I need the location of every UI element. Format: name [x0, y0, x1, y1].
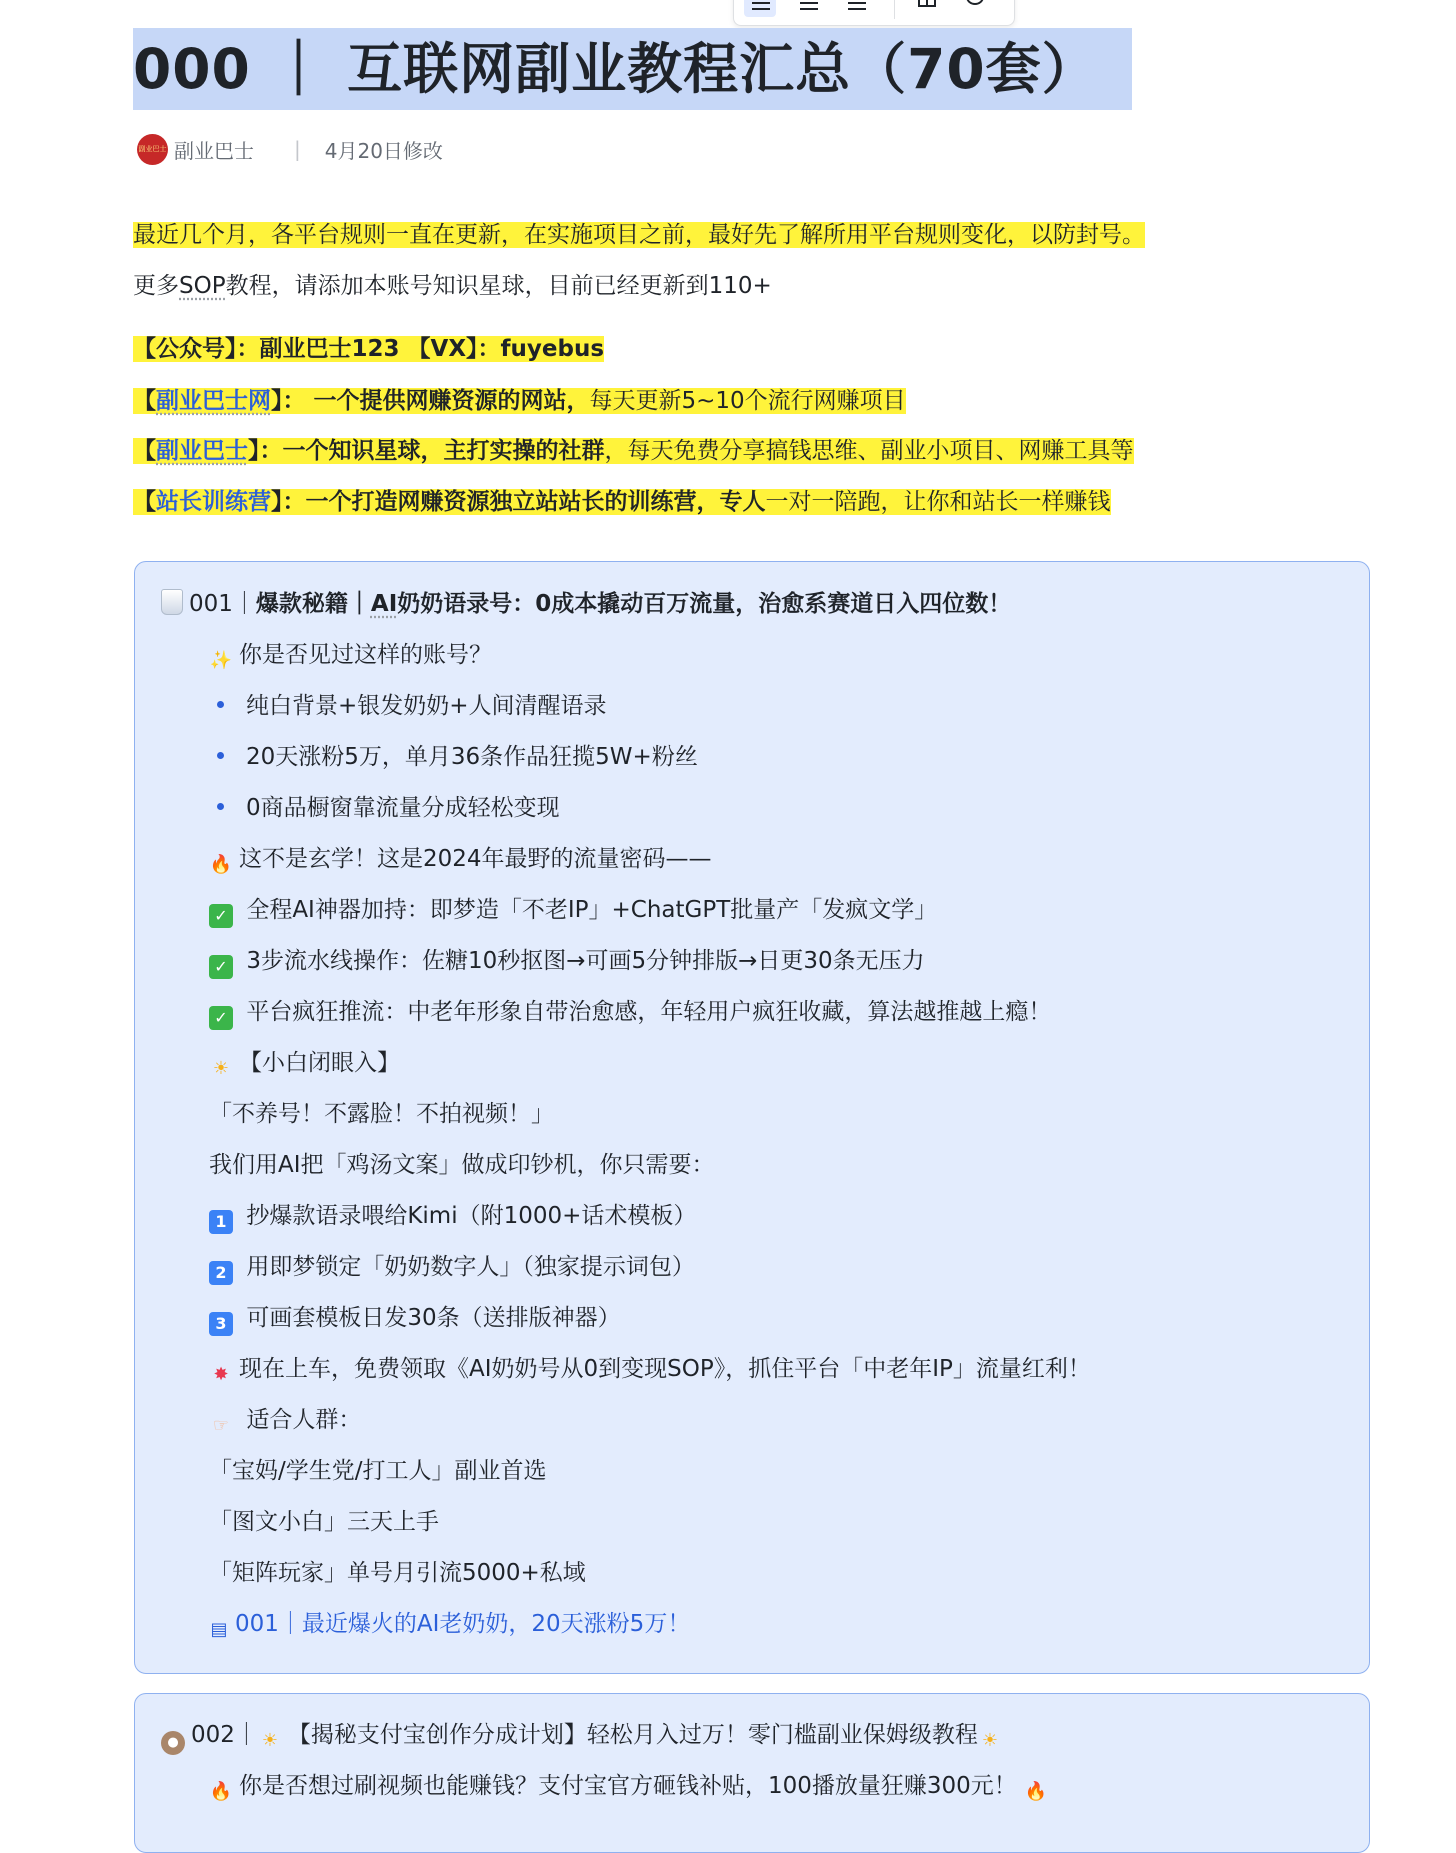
check-line: ✓ 全程AI神器加持：即梦造「不老IP」+ChatGPT批量产「发疯文学」 — [209, 893, 937, 928]
planet-link[interactable]: 副业巴士 — [156, 438, 248, 464]
check-icon: ✓ — [209, 955, 233, 979]
avatar[interactable]: 副业巴士 — [137, 134, 168, 165]
doc-link[interactable]: ▤ 001｜最近爆火的AI老奶奶，20天涨粉5万！ — [210, 1611, 691, 1640]
text-line: 「矩阵玩家」单号月引流5000+私域 — [209, 1560, 586, 1586]
toolbar-divider — [894, 0, 895, 19]
list-item: 20天涨粉5万，单月36条作品狂揽5W+粉丝 — [209, 740, 698, 774]
page-title: 000 ｜ 互联网副业教程汇总（70套） — [133, 28, 1132, 110]
contact-line: 【公众号】：副业巴士123 【VX】：fuyebus — [133, 336, 605, 362]
notice-line: 最近几个月，各平台规则一直在更新，在实施项目之前，最好先了解所用平台规则变化，以防封号。 — [133, 222, 1145, 248]
layout-icon[interactable] — [918, 0, 936, 7]
step-line: 3 可画套模板日发30条（送排版神器） — [209, 1301, 621, 1336]
site-link[interactable]: 副业巴士网 — [156, 388, 271, 414]
fire-icon: 🔥 — [209, 1781, 233, 1802]
list-item: 0商品橱窗靠流量分成轻松变现 — [209, 791, 560, 825]
number-2-icon: 2 — [209, 1261, 233, 1285]
floating-toolbar — [733, 0, 1015, 26]
check-line: ✓ 平台疯狂推流：中老年形象自带治愈感，年轻用户疯狂收藏，算法越推越上瘾！ — [209, 995, 1051, 1030]
modified-time: 4月20日修改 — [324, 138, 443, 163]
align-center-icon[interactable] — [792, 0, 824, 17]
fire-line: 🔥 这不是玄学！这是2024年最野的流量密码—— — [209, 846, 712, 875]
collision-icon: ✸ — [213, 1364, 229, 1385]
bullet-icon — [217, 803, 224, 810]
boom-line: ✸ 现在上车，免费领取《AI奶奶号从0到变现SOP》，抓住平台「中老年IP」流量红利！ — [209, 1352, 1091, 1387]
comment-icon[interactable] — [966, 0, 984, 5]
fire-icon: 🔥 — [209, 854, 233, 875]
number-3-icon: 3 — [209, 1312, 233, 1336]
camp-line: 【站长训练营】：一个打造网赚资源独立站站长的训练营，专人一对一陪跑，让你和站长一样赚钱 — [133, 489, 1111, 515]
check-icon: ✓ — [209, 1006, 233, 1030]
sun-line: ☀ 【小白闭眼入】 — [209, 1046, 400, 1081]
check-icon: ✓ — [209, 904, 233, 928]
align-left-icon[interactable] — [744, 0, 776, 17]
milk-cup-icon — [161, 589, 183, 615]
pointing-hand-icon: ☞ — [212, 1415, 230, 1436]
fire-icon: 🔥 — [1024, 1781, 1048, 1802]
camp-link[interactable]: 站长训练营 — [156, 489, 271, 515]
fire-line: 🔥 你是否想过刷视频也能赚钱？支付宝官方砸钱补贴，100播放量狂赚300元！ 🔥 — [209, 1773, 1048, 1802]
document-icon: ▤ — [210, 1619, 228, 1640]
bullet-icon — [217, 752, 224, 759]
text-line: 「图文小白」三天上手 — [209, 1509, 439, 1535]
step-line: 1 抄爆款语录喂给Kimi（附1000+话术模板） — [209, 1199, 696, 1234]
planet-line: 【副业巴士】：一个知识星球，主打实操的社群，每天免费分享搞钱思维、副业小项目、网赚工具等 — [133, 438, 1134, 464]
text-line: 「宝妈/学生党/打工人」副业首选 — [209, 1458, 547, 1484]
author-name[interactable]: 副业巴士 — [174, 138, 254, 163]
align-right-icon[interactable] — [840, 0, 872, 17]
callout-001 — [134, 561, 1370, 1674]
meta-separator: | — [294, 137, 301, 161]
sun-icon: ☀ — [212, 1058, 230, 1079]
callout-heading: ● 002｜ ☀ 【揭秘支付宝创作分成计划】轻松月入过万！零门槛副业保姆级教程 ☀ — [161, 1718, 1008, 1755]
sparkles-icon: ✨ — [209, 650, 233, 671]
check-line: ✓ 3步流水线操作：佐糖10秒抠图→可画5分钟排版→日更30条无压力 — [209, 944, 925, 979]
question-line: ✨ 你是否见过这样的账号？ — [209, 642, 492, 671]
step-line: 2 用即梦锁定「奶奶数字人」（独家提示词包） — [209, 1250, 695, 1285]
callout-heading: 001｜爆款秘籍｜AI奶奶语录号：0成本撬动百万流量，治愈系赛道日入四位数！ — [161, 587, 1011, 621]
hand-line: ☞ 适合人群： — [209, 1403, 361, 1438]
text-line: 我们用AI把「鸡汤文案」做成印钞机，你只需要： — [209, 1152, 715, 1178]
callout-002 — [134, 1693, 1370, 1853]
sun-icon: ☀ — [981, 1730, 998, 1751]
sun-icon: ☀ — [261, 1730, 278, 1751]
list-item: 纯白背景+银发奶奶+人间清醒语录 — [209, 689, 607, 723]
doc-meta — [137, 133, 443, 165]
site-line: 【副业巴士网】： 一个提供网赚资源的网站，每天更新5~10个流行网赚项目 — [133, 388, 906, 414]
quote-line: 「不养号！不露脸！不拍视频！」 — [209, 1101, 554, 1127]
number-1-icon: 1 — [209, 1210, 233, 1234]
bullet-icon — [217, 701, 224, 708]
sop-line: 更多SOP教程，请添加本账号知识星球，目前已经更新到110+ — [133, 273, 772, 299]
monkey-icon: ● — [161, 1731, 185, 1755]
